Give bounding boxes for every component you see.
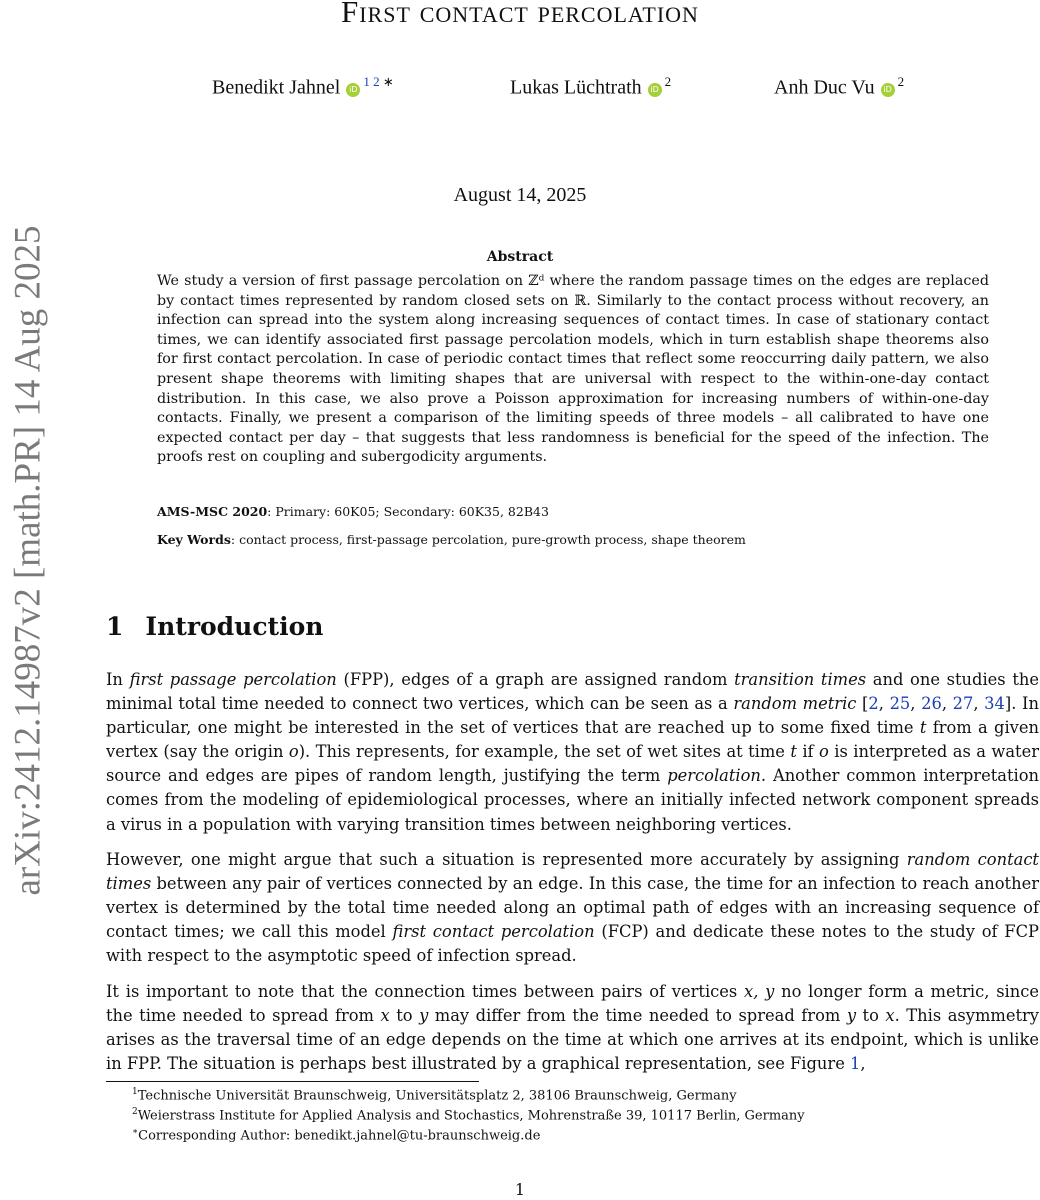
footnote-divider (106, 1081, 479, 1082)
text-run: (FPP), edges of a graph are assigned random (336, 670, 735, 689)
arxiv-sidebar (0, 180, 56, 940)
math-var: y (846, 1006, 857, 1026)
affiliation-link-1[interactable]: 1 (363, 74, 370, 89)
citation-link[interactable]: 25 (889, 694, 911, 714)
separator: , (941, 694, 953, 714)
paragraph-2 (106, 848, 1039, 968)
msc-classification (157, 504, 549, 519)
emphasis: first passage percolation (129, 670, 337, 689)
text-run: is interpreted as a water source and edges are pipes of random length, justifying the term (106, 742, 1039, 786)
author-name: Lukas Lüchtrath (510, 76, 642, 99)
text-run: and one studies the minimal total time needed to connect two vertices, which can be seen as a (106, 670, 1039, 714)
math-var: t (790, 742, 797, 762)
footnote-mark: 1 (132, 1087, 138, 1097)
math-var: o (819, 742, 829, 762)
text-run: (FCP) and dedicate these notes to the study of FCP with respect to the asymptotic speed of infection spread. (106, 922, 1039, 966)
citation-link[interactable]: 2 (868, 694, 879, 714)
msc-label: AMS-MSC 2020 (157, 504, 268, 519)
text-run: from a given vertex (say the origin (106, 718, 1039, 762)
citation-link[interactable]: 34 (984, 694, 1005, 714)
footnote-text: Technische Universität Braunschweig, Universitätsplatz 2, 38106 Braunschweig, Germany (137, 1088, 737, 1104)
separator: , (910, 694, 922, 714)
orcid-icon[interactable]: iD (648, 83, 662, 97)
math-var: x (885, 1006, 895, 1026)
separator: , (878, 694, 890, 714)
text-run: to (856, 1006, 886, 1026)
publication-date: August 14, 2025 (453, 184, 587, 206)
math-var: x, y (744, 982, 775, 1001)
page-number: 1 (514, 1180, 526, 1199)
math-var: t (919, 718, 927, 738)
affiliation-mark: 2 (664, 74, 672, 89)
corresponding-mark: ∗ (382, 74, 394, 89)
text-run: to (389, 1006, 420, 1026)
section-heading (106, 612, 323, 641)
math-var: x (380, 1006, 390, 1026)
footnote-2 (132, 1107, 805, 1123)
math-var: o (288, 742, 299, 762)
affiliation-mark: 2 (897, 74, 905, 89)
keywords-label: Key Words (157, 532, 231, 547)
text-run: if (796, 742, 820, 762)
abstract-heading: Abstract (486, 249, 554, 265)
math-var: y (419, 1006, 429, 1026)
section-number: 1 (106, 612, 124, 641)
emphasis: random contact times (106, 850, 1039, 894)
citation-link[interactable]: 27 (952, 694, 974, 714)
emphasis: percolation (667, 766, 761, 786)
footnote-1 (132, 1087, 737, 1103)
text-run: , (860, 1054, 866, 1074)
footnote-mark: 2 (132, 1107, 138, 1117)
text-run: In (106, 670, 130, 689)
author-3 (774, 74, 904, 100)
affiliation-link-2[interactable]: 2 (373, 74, 380, 89)
text-run: . This asymmetry arises as the traversal time of an edge depends on the time at which one arrives at its endpoint, which is unlike in FPP. The situation is perhaps best illustrated by a graphical representation, see Figure (106, 1006, 1040, 1074)
abstract-text: We study a version of first passage percolation on ℤᵈ where the random passage times on the edges are replaced by contact times represented by random closed sets on ℝ. Similarly to the contact process without recovery, an infection can spread into the system along increasing sequences of contact times. In case of stationary contact times, we can identify associated first passage percolation models, which in turn establish shape theorems also for first contact percolation. In case of periodic contact times that reflect some reoccurring daily pattern, we also present shape theorems with limiting shapes that are universal with respect to the within-one-day contact distribution. In this case, we also prove a Poisson approximation for increasing numbers of within-one-day contacts. Finally, we present a comparison of the limiting speeds of three models – all calibrated to have one expected contact per day – that suggests that less randomness is beneficial for the speed of the infection. The proofs rest on coupling and subergodicity arguments. (157, 273, 989, 466)
orcid-icon[interactable]: iD (881, 83, 895, 97)
citation-link[interactable]: 26 (921, 694, 942, 714)
footnote-3 (132, 1127, 540, 1143)
msc-text: : Primary: 60K05; Secondary: 60K35, 82B43 (267, 504, 549, 519)
text-run: It is important to note that the connection times between pairs of vertices (106, 982, 745, 1001)
footnote-mark: ∗ (132, 1127, 139, 1137)
author-list (212, 74, 952, 104)
emphasis: first contact percolation (392, 922, 595, 942)
keywords-text: : contact process, first-passage percolation, pure-growth process, shape theorem (230, 532, 746, 547)
text-run: ). This represents, for example, the set of wet sites at time (298, 742, 791, 762)
author-1 (212, 74, 394, 100)
author-2 (510, 74, 671, 100)
text-run: no longer form a metric, since the time needed to spread from (106, 982, 1039, 1026)
text-run: between any pair of vertices connected by an edge. In this case, the time for an infection to reach another vertex is determined by the total time needed along an optimal path of edges with an increasing sequence of contact times; we call this model (106, 874, 1039, 942)
footnote-text: Corresponding Author: benedikt.jahnel@tu-braunschweig.de (138, 1128, 541, 1144)
keywords (157, 532, 746, 547)
paragraph-3 (106, 980, 1039, 1076)
orcid-icon[interactable]: iD (346, 83, 360, 97)
arxiv-identifier: arXiv:2412.14987v2 [math.PR] 14 Aug 2025 (7, 224, 49, 896)
text-run: ]. In particular, one might be interested in the set of vertices that are reached up to some fixed time (106, 694, 1039, 738)
text-run: may differ from the time needed to spread from (428, 1006, 847, 1026)
author-name: Benedikt Jahnel (212, 76, 341, 99)
author-name: Anh Duc Vu (774, 76, 875, 99)
emphasis: transition times (734, 670, 867, 689)
footnote-text: Weierstrass Institute for Applied Analysis and Stochastics, Mohrenstraße 39, 10117 Berlin, Germany (137, 1108, 805, 1124)
paper-title: First contact percolation (341, 0, 699, 29)
emphasis: random metric (733, 694, 857, 714)
figure-link[interactable]: 1 (850, 1054, 861, 1074)
separator: , (973, 694, 985, 714)
text-run: . Another common interpretation comes from the modeling of epidemiological processes, where an initially infected network component spreads a virus in a population with varying transition times between neighboring vertices. (106, 766, 1039, 834)
text-run: [ (856, 694, 869, 714)
text-run: However, one might argue that such a situation is represented more accurately by assigning (106, 850, 907, 869)
paragraph-1 (106, 668, 1039, 837)
section-title: Introduction (145, 612, 324, 641)
